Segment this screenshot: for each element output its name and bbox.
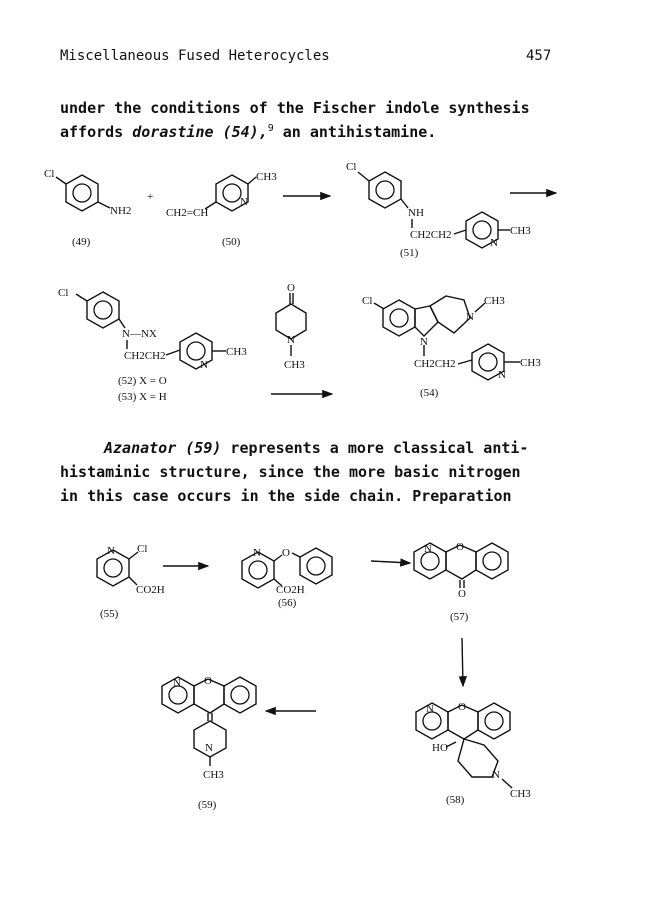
compound-52-53-structure (58, 287, 247, 403)
atom-cl: Cl (44, 168, 55, 180)
atom-n: N (420, 336, 428, 348)
label-57: (57) (450, 611, 469, 623)
compound-58-structure (416, 701, 531, 806)
para1-line2: affords dorastine (54),$^9$ an antihistamine. (60, 123, 437, 141)
atom-ch3: CH3 (520, 357, 541, 369)
atom-o: O (204, 675, 212, 687)
label-53: (53) X = H (118, 391, 167, 403)
atom-n: N (498, 369, 506, 381)
compound-51-structure (346, 161, 531, 259)
atom-n: N (240, 196, 248, 208)
atom-o: O (456, 541, 464, 553)
atom-n: N (490, 237, 498, 249)
compound-49-structure (44, 168, 131, 248)
atom-o: O (287, 282, 295, 294)
label-59: (59) (198, 799, 217, 811)
atom-co2h: CO2H (136, 584, 165, 596)
atom-ch3: CH3 (484, 295, 505, 307)
atom-o: O (282, 547, 290, 559)
compound-56-structure (242, 547, 332, 609)
atom-co2h: CO2H (276, 584, 305, 596)
atom-n: N (424, 543, 432, 555)
plus-sign: + (147, 191, 154, 203)
label-58: (58) (446, 794, 465, 806)
atom-ho: HO (432, 742, 448, 754)
atom-ch3: CH3 (226, 346, 247, 358)
atom-o: O (458, 701, 466, 713)
piperidone-structure (276, 282, 306, 371)
atom-nh: NH (408, 207, 424, 219)
running-head: Miscellaneous Fused Heterocycles (60, 48, 330, 64)
azanator-term: Azanator (59) (104, 439, 222, 457)
atom-ch3: CH3 (510, 225, 531, 237)
para1-line1: under the conditions of the Fischer indole synthesis (60, 99, 530, 117)
label-49: (49) (72, 236, 91, 248)
atom-cl: Cl (58, 287, 69, 299)
atom-ch3: CH3 (203, 769, 224, 781)
atom-n: N (173, 677, 181, 689)
atom-n: N (200, 359, 208, 371)
compound-55-structure (97, 543, 165, 620)
atom-cl: Cl (362, 295, 373, 307)
label-56: (56) (278, 597, 297, 609)
atom-o: O (458, 588, 466, 600)
reference-9: 9 (267, 123, 274, 134)
page-number: 457 (526, 48, 552, 64)
atom-ch3: CH3 (284, 359, 305, 371)
label-54: (54) (420, 387, 439, 399)
atom-cl: Cl (137, 543, 148, 555)
label-52: (52) X = O (118, 375, 167, 387)
compound-50-structure (166, 171, 277, 248)
dorastine-term: dorastine (54), (132, 123, 268, 141)
atom-n: N (205, 742, 213, 754)
arrow-6 (462, 638, 463, 686)
para2-line1: Azanator (59) represents a more classical anti- (104, 439, 529, 457)
label-55: (55) (100, 608, 119, 620)
atom-ch2ch: CH2=CH (166, 207, 209, 219)
atom-ch3: CH3 (256, 171, 277, 183)
atom-ch2ch2: CH2CH2 (414, 358, 456, 370)
arrow-5 (371, 561, 410, 563)
atom-n: N (287, 334, 295, 346)
compound-59-structure (162, 675, 256, 811)
atom-nh2: NH2 (110, 205, 132, 217)
atom-cl: Cl (346, 161, 357, 173)
atom-n: N (253, 547, 261, 559)
atom-ch2ch2: CH2CH2 (410, 229, 452, 241)
compound-57-structure (414, 541, 508, 623)
atom-n: N (426, 703, 434, 715)
atom-ch2ch2: CH2CH2 (124, 350, 166, 362)
atom-n: N (466, 311, 474, 323)
label-51: (51) (400, 247, 419, 259)
atom-nnx: N—NX (122, 328, 157, 340)
para2-line3: in this case occurs in the side chain. Preparation (60, 487, 512, 505)
compound-54-structure (362, 295, 541, 399)
atom-ch3: CH3 (510, 788, 531, 800)
atom-n: N (107, 545, 115, 557)
para2-line2: histaminic structure, since the more basic nitrogen (60, 463, 521, 481)
atom-n: N (492, 769, 500, 781)
label-50: (50) (222, 236, 241, 248)
